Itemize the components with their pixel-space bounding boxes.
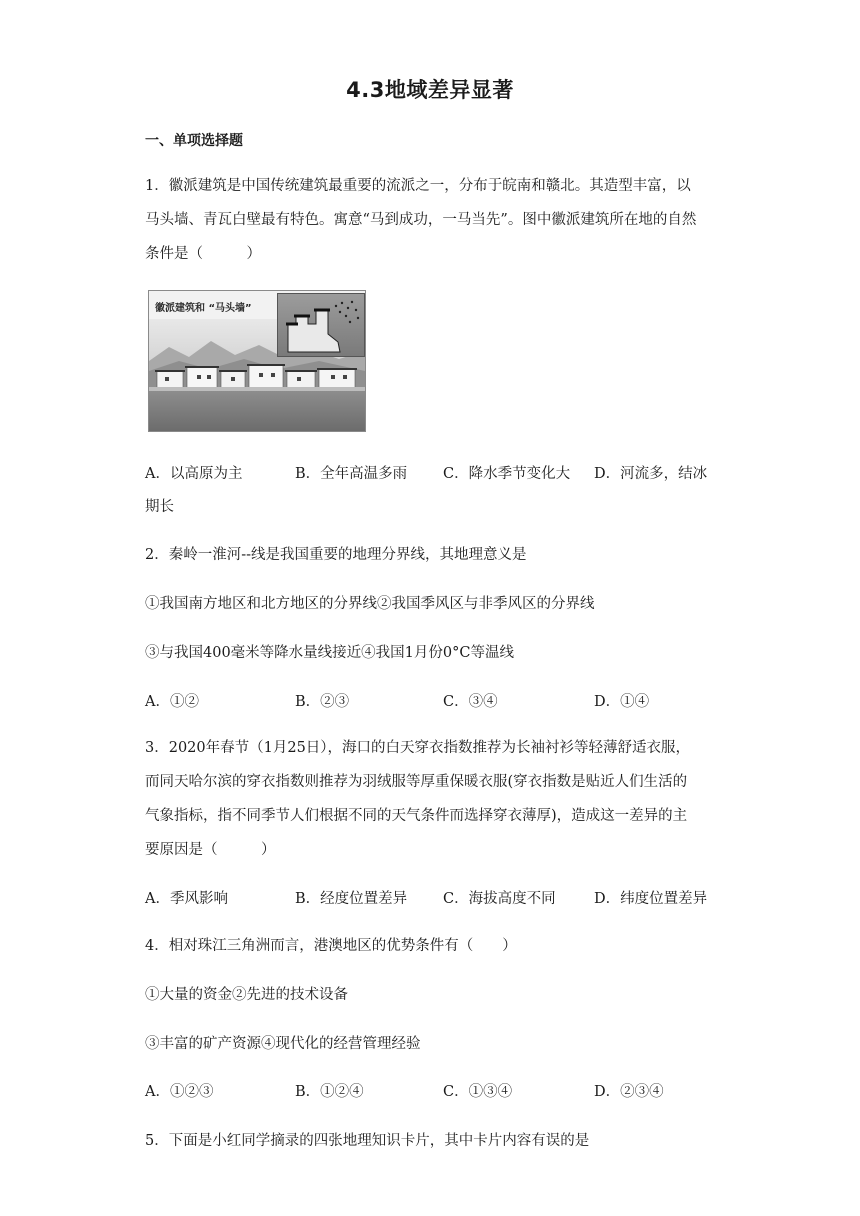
q4-item-line-1: ①大量的资金②先进的技术设备 (145, 987, 348, 1003)
q3-stem-line-1: 3．2020年春节（1月25日），海口的白天穿衣指数推荐为长袖衬衫等轻薄舒适衣服， (145, 740, 691, 756)
q1-stem-line-2: 马头墙、青瓦白壁最有特色。寓意“马到成功，一马当先”。图中徽派建筑所在地的自然 (145, 212, 697, 228)
q2-stem: 2．秦岭一淮河--线是我国重要的地理分界线，其地理意义是 (145, 547, 527, 563)
q4-option-c[interactable]: C．①③④ (443, 1084, 513, 1100)
horse-head-wall-drawing (278, 294, 364, 356)
photo-field (149, 391, 365, 431)
section-heading: 一、单项选择题 (145, 133, 243, 149)
q1-option-c[interactable]: C．降水季节变化大 (443, 466, 571, 482)
q4-option-d[interactable]: D．②③④ (594, 1084, 664, 1100)
q4-option-a[interactable]: A．①②③ (145, 1084, 214, 1100)
q2-option-d[interactable]: D．①④ (594, 694, 650, 710)
q1-option-b[interactable]: B．全年高温多雨 (295, 466, 408, 482)
q1-stem-line-3: 条件是（ ） (145, 246, 261, 262)
q1-stem-line-1: 1．徽派建筑是中国传统建筑最重要的流派之一，分布于皖南和赣北。其造型丰富，以 (145, 178, 691, 194)
q3-option-b[interactable]: B．经度位置差异 (295, 891, 408, 907)
q4-item-line-2: ③丰富的矿产资源④现代化的经营管理经验 (145, 1036, 421, 1052)
q4-option-b[interactable]: B．①②④ (295, 1084, 364, 1100)
q1-option-d-continued: 期长 (145, 499, 174, 515)
page-title: 4.3地域差异显著 (346, 78, 514, 102)
figure-caption: 徽派建筑和 “马头墙” (155, 303, 252, 314)
q2-option-a[interactable]: A．①② (145, 694, 199, 710)
horse-head-wall-inset (277, 293, 365, 357)
q3-stem-line-2: 而同天哈尔滨的穿衣指数则推荐为羽绒服等厚重保暖衣服(穿衣指数是贴近人们生活的 (145, 774, 688, 790)
q5-stem: 5．下面是小红同学摘录的四张地理知识卡片，其中卡片内容有误的是 (145, 1133, 590, 1149)
q1-option-d[interactable]: D．河流多，结冰 (594, 466, 708, 482)
huizhou-architecture-photo (148, 290, 366, 432)
q1-option-a[interactable]: A．以高原为主 (145, 466, 243, 482)
q2-item-line-1: ①我国南方地区和北方地区的分界线②我国季风区与非季风区的分界线 (145, 596, 595, 612)
q3-stem-line-3: 气象指标，指不同季节人们根据不同的天气条件而选择穿衣薄厚)，造成这一差异的主 (145, 808, 688, 824)
q3-option-d[interactable]: D．纬度位置差异 (594, 891, 708, 907)
q3-stem-line-4: 要原因是（ ） (145, 842, 276, 858)
q2-item-line-2: ③与我国400毫米等降水量线接近④我国1月份0°C等温线 (145, 645, 514, 661)
q4-stem: 4．相对珠江三角洲而言，港澳地区的优势条件有（ ） (145, 938, 517, 954)
q3-option-c[interactable]: C．海拔高度不同 (443, 891, 556, 907)
q2-option-b[interactable]: B．②③ (295, 694, 350, 710)
q2-option-c[interactable]: C．③④ (443, 694, 498, 710)
q3-option-a[interactable]: A．季风影响 (145, 891, 228, 907)
